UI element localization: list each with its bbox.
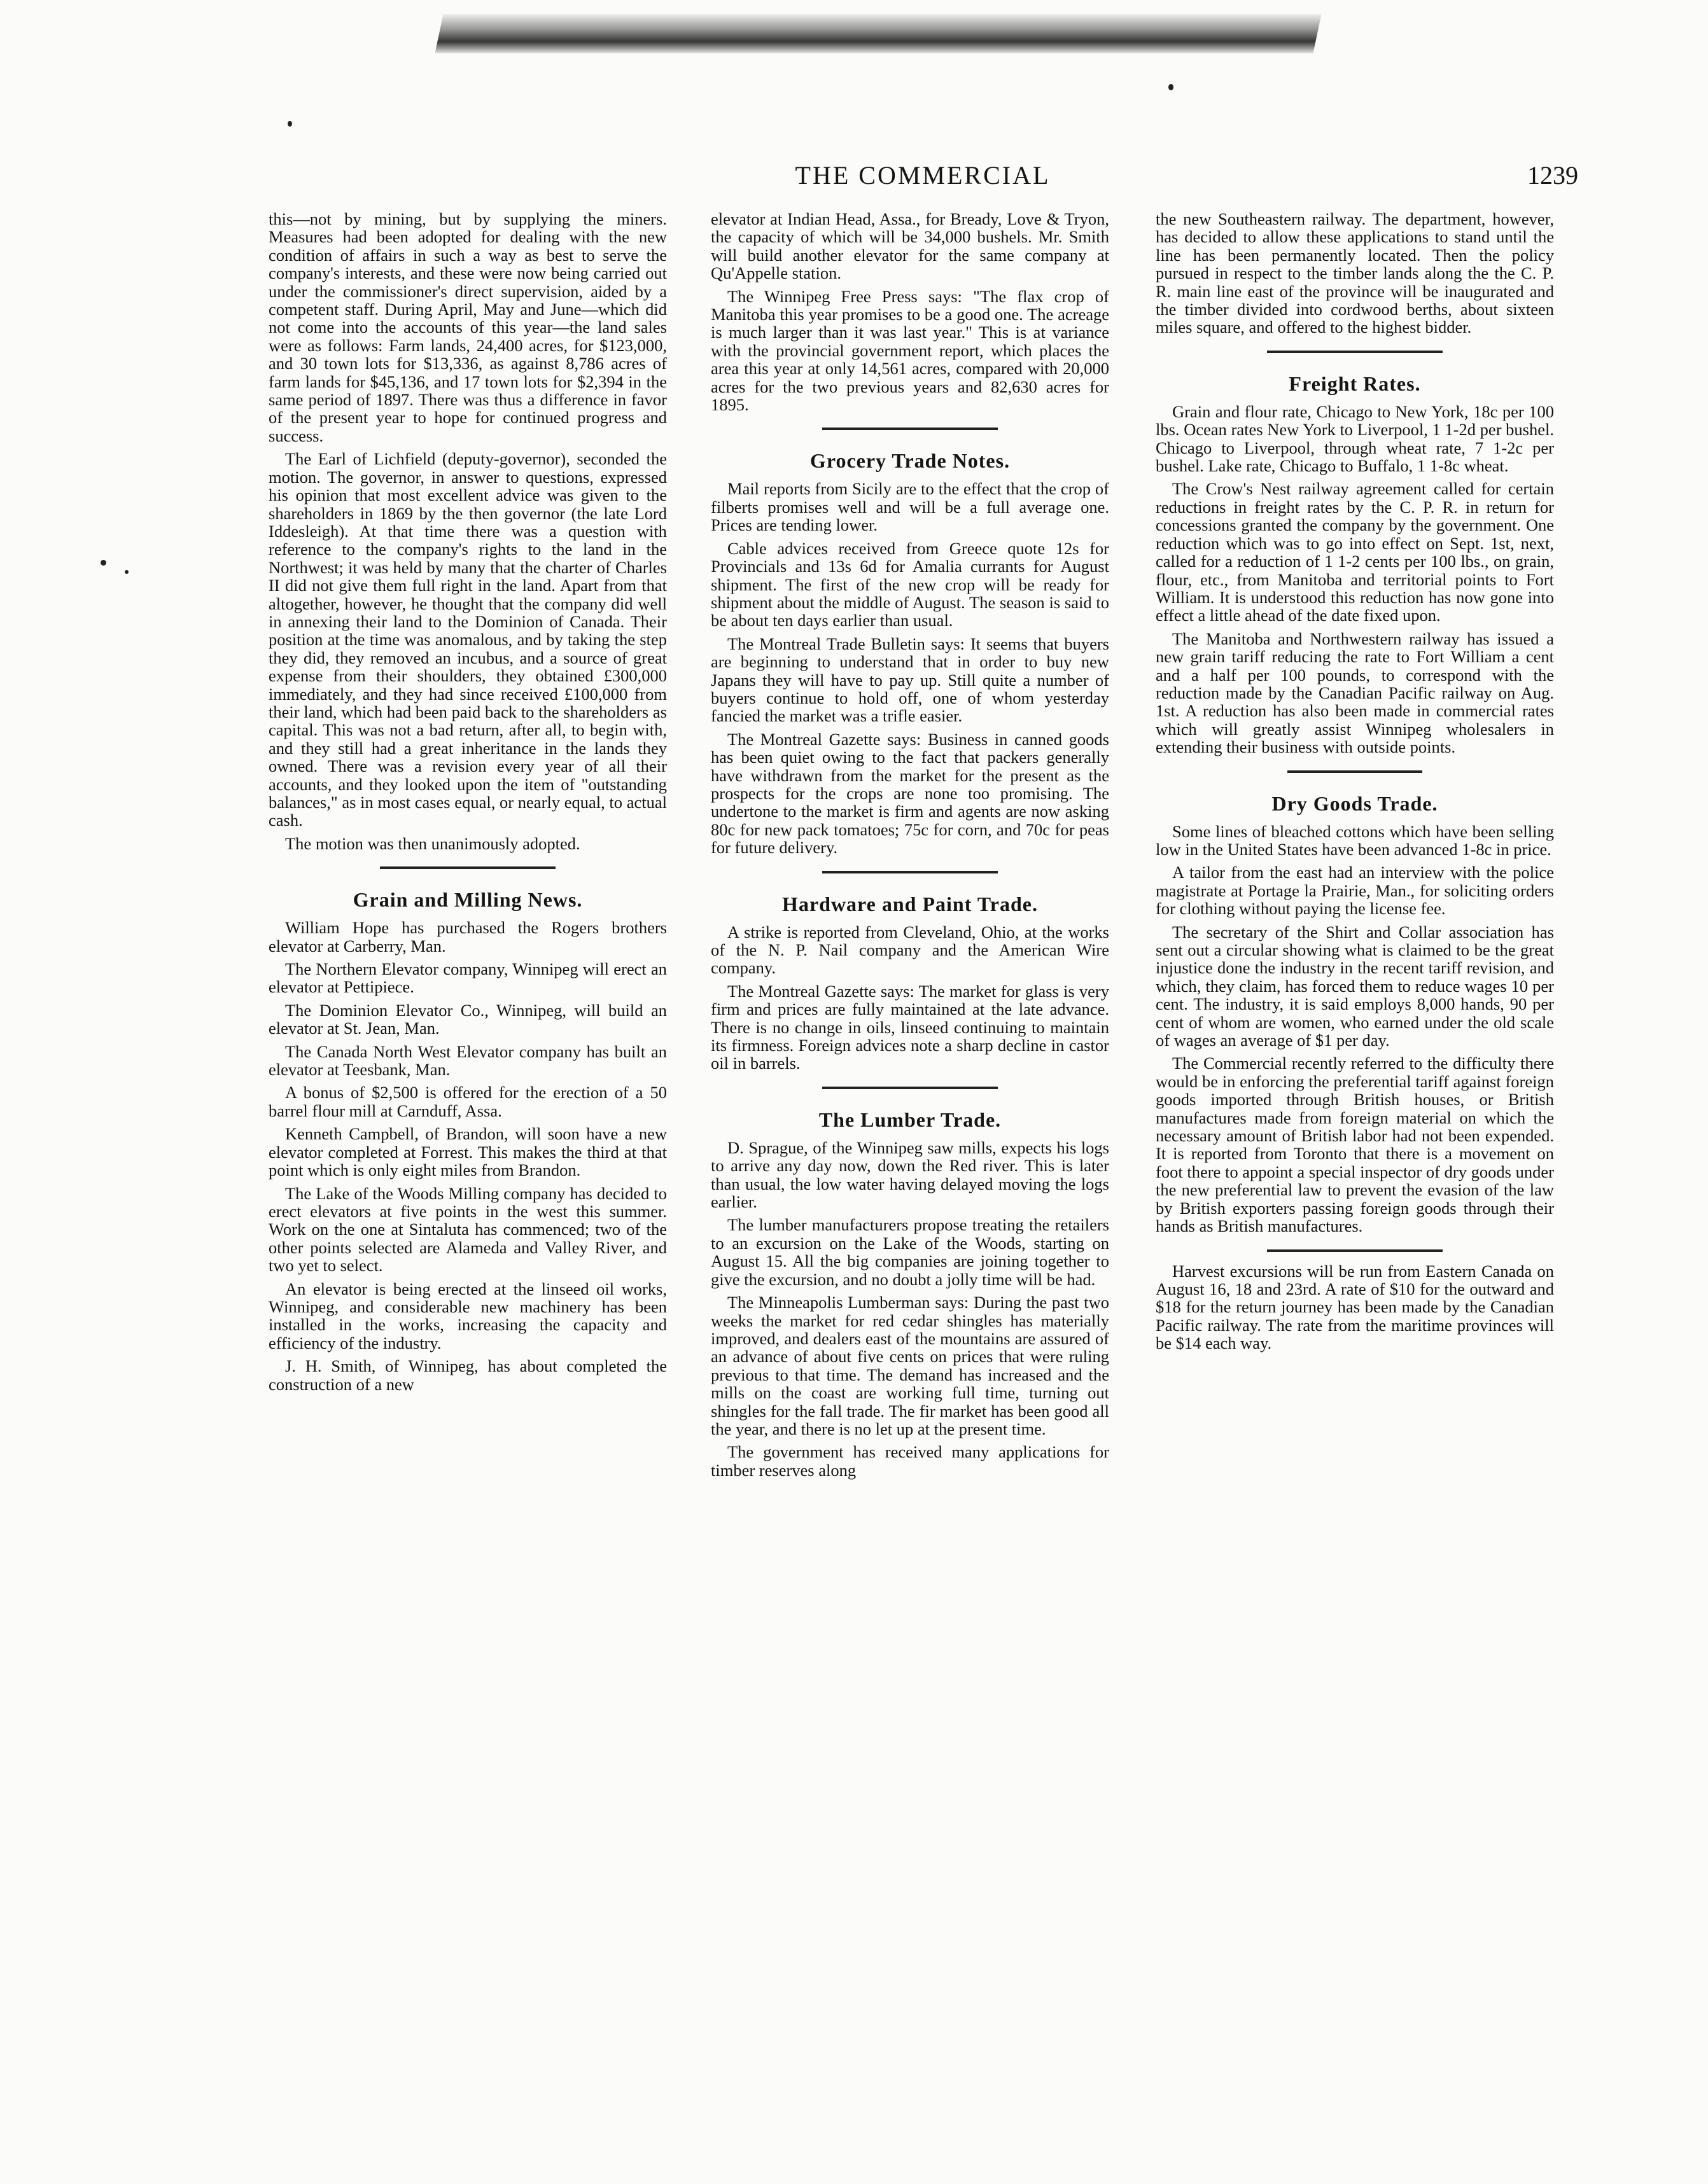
heading-dry-goods: Dry Goods Trade. [1271,791,1438,815]
running-head: THE COMMERCIAL [795,161,1051,190]
paragraph: A strike is reported from Cleveland, Ohio, at the works of the N. P. Nail company and the American Wire company. [711,922,1109,978]
paragraph: J. H. Smith, of Winnipeg, has about completed the construction of a new [269,1356,667,1394]
paragraph: The Dominion Elevator Co., Winnipeg, will build an elevator at St. Jean, Man. [269,1000,667,1038]
heading-lumber-trade: The Lumber Trade. [818,1108,1002,1131]
section-divider [380,866,555,869]
heading-grocery-trade: Grocery Trade Notes. [809,449,1011,473]
section-divider [822,428,997,430]
column-1 [269,210,667,2146]
paragraph: A tailor from the east had an interview with the police magistrate at Portage la Prairie, Man., for soliciting orders for clothing without paying the license fee. [1156,863,1554,919]
paragraph: The government has received many applications for timber reserves along [711,1442,1109,1480]
section-divider [1267,1249,1442,1252]
scan-speck [288,121,292,127]
paragraph: The Minneapolis Lumberman says: During the past two weeks the market for red cedar shingles has materially improved, and dealers east of the mountains are assured of an advance of about five cents on prices that were ruling previous to that time. The demand has increased and the mills on the coast are working full time, turning out shingles for the fall trade. The fir market has been good all the year, and there is no let up at the present time. [711,1293,1109,1438]
paragraph: The Winnipeg Free Press says: "The flax crop of Manitoba this year promises to be a good one. The acreage is much larger than it was last year." This is at variance with the provincial government report, which places the area this year at only 14,561 acres, compared with 20,000 acres for the two previous years and 82,630 acres for 1895. [711,286,1109,415]
paragraph: elevator at Indian Head, Assa., for Bready, Love & Tryon, the capacity of which will be 34,000 bushels. Mr. Smith will build another elevator for the same company at Qu'Appelle station. [711,210,1109,283]
paragraph: The Northern Elevator company, Winnipeg will erect an elevator at Pettipiece. [269,959,667,997]
section-divider [1287,770,1423,773]
scan-speck [1168,84,1173,90]
section-divider [822,871,997,873]
paragraph: Grain and flour rate, Chicago to New York, 18c per 100 lbs. Ocean rates New York to Liverpool, 1 1-2d per bushel. Chicago to Liverpool, through wheat rate, 7 1-2c per bushel. Lake rate, Chicago to Buffalo, 1 1-8c wheat. [1156,401,1554,476]
heading-freight-rates: Freight Rates. [1289,372,1421,395]
paragraph: Some lines of bleached cottons which have been selling low in the United States have been advanced 1-8c in price. [1156,821,1554,859]
paragraph: Cable advices received from Greece quote 12s for Provincials and 13s 6d for Amalia currants for August shipment. The first of the new crop will be ready for shipment about the middle of August. The season is said to be about ten days earlier than usual. [711,538,1109,630]
paragraph: William Hope has purchased the Rogers brothers elevator at Carberry, Man. [269,918,667,956]
paragraph: The secretary of the Shirt and Collar association has sent out a circular showing what is claimed to be the great injustice done the industry in the recent tariff revision, and which, they claim, has forced them to reduce wages 10 per cent. The industry, it is said employs 8,000 hands, 90 per cent of whom are women, who earned under the old scale of wages an average of $1 per day. [1156,922,1554,1050]
section-divider [822,1087,997,1089]
paragraph: The lumber manufacturers propose treating the retailers to an excursion on the Lake of the Woods, starting on August 15. All the big companies are joining together to give the excursion, and no doubt a jolly time will be had. [711,1215,1109,1289]
paragraph: The Commercial recently referred to the difficulty there would be in enforcing the preferential tariff against foreign goods imported through British houses, or British manufactures made from foreign material on which the necessary amount of British labor had not been expended. It is reported from Toronto that there is a movement on foot there to appoint a special inspector of dry goods under the new preferential law to prevent the evasion of the law by British exporters passing foreign goods through their hands as British manufactures. [1156,1054,1554,1236]
paragraph: The Earl of Lichfield (deputy-governor), seconded the motion. The governor, in answer to questions, expressed his opinion that most excellent advice was given to the shareholders in 1869 by the then governor (the late Lord Iddesleigh). At that time there was a question with reference to the company's rights to the land in the Northwest; it was held by many that the charter of Charles II did not give them full right in the land. Apart from that altogether, however, he thought that the company did well in annexing their land to the Dominion of Canada. Their position at the time was anomalous, and by taking the step they did, they removed an incubus, and a source of great expense from their shoulders, they obtained £300,000 immediately, and they had since received £100,000 from their land, which had been paid back to the shareholders as capital. This was not a bad return, after all, to begin with, and they still had a great inheritance in the lands they owned. There was a revision every year of all their accounts, and they looked upon the item of "outstanding balances," as in most cases equal, or nearly equal, to actual cash. [269,449,667,830]
scan-speck [101,560,106,566]
page-header [267,160,1578,205]
paragraph: An elevator is being erected at the linseed oil works, Winnipeg, and considerable new machinery has been installed in the works, increasing the capacity and efficiency of the industry. [269,1279,667,1353]
paragraph: Kenneth Campbell, of Brandon, will soon have a new elevator completed at Forrest. This makes the third at that point which is only eight miles from Brandon. [269,1124,667,1180]
scan-edge-artifact [435,14,1321,53]
section-divider [1267,351,1442,353]
column-2 [711,210,1109,2146]
paragraph: The Montreal Gazette says: Business in canned goods has been quiet owing to the fact that packers generally have withdrawn from the market for the present as the prospects for the crops are none too promising. The undertone to the market is firm and agents are now asking 80c for new pack tomatoes; 75c for corn, and 70c for peas for future delivery. [711,729,1109,858]
scan-speck [125,570,129,574]
paragraph: A bonus of $2,500 is offered for the erection of a 50 barrel flour mill at Carnduff, Assa. [269,1083,667,1120]
paragraph: The motion was then unanimously adopted. [285,833,580,853]
paragraph: The Manitoba and Northwestern railway has issued a new grain tariff reducing the rate to Fort William a cent and a half per 100 pounds, to correspond with the reduction made by the Canadian Pacific railway on Aug. 1st. A reduction has also been made in commercial rates which will greatly assist Winnipeg wholesalers in extending their business with outside points. [1156,629,1554,757]
column-3 [1156,210,1554,2146]
heading-grain-milling: Grain and Milling News. [353,888,583,912]
paragraph: The Lake of the Woods Milling company has decided to erect elevators at five points in the west this summer. Work on the one at Sintaluta has commenced; two of the other points selected are Alameda and Valley River, and two yet to select. [269,1183,667,1276]
paragraph: The Crow's Nest railway agreement called for certain reductions in freight rates by the C. P. R. in return for concessions granted the company by the government. One reduction which was to go into effect on Sept. 1st, next, called for a reduction of 1 1-2 cents per 100 lbs., on grain, flour, etc., from Manitoba and territorial points to Fort William. It is understood this reduction has now gone into effect a little ahead of the date fixed upon. [1156,479,1554,625]
paragraph: D. Sprague, of the Winnipeg saw mills, expects his logs to arrive any day now, down the Red river. This is later than usual, the low water having delayed moving the logs earlier. [711,1137,1109,1212]
heading-hardware-paint: Hardware and Paint Trade. [782,892,1038,915]
paragraph: The Canada North West Elevator company has built an elevator at Teesbank, Man. [269,1041,667,1080]
paragraph: the new Southeastern railway. The department, however, has decided to allow these applications to stand until the line has been permanently located. Then the policy pursued in respect to the timber lands along the the C. P. R. main line east of the province will be inaugurated and the timber divided into cordwood berths, about sixteen miles square, and offered to the highest bidder. [1156,210,1554,337]
paragraph: this—not by mining, but by supplying the miners. Measures had been adopted for dealing with the new condition of affairs in such a way as best to serve the company's interests, and these were now being carried out under the commissioner's direct supervision, aided by a competent staff. During April, May and June—which did not come into the accounts of this year—the land sales were as follows: Farm lands, 24,400 acres, for $123,000, and 30 town lots for $13,336, as against 8,786 acres of farm lands for $45,136, and 17 town lots for $2,394 in the same period of 1897. There was thus a difference in favor of the present year to hope for continued progress and success. [269,210,667,445]
page-number: 1239 [1527,161,1578,190]
paragraph: The Montreal Trade Bulletin says: It seems that buyers are beginning to understand that in order to buy new Japans they will have to pay up. Still quite a number of buyers continue to hold off, one of whom yesterday fancied the market was a trifle easier. [711,634,1109,726]
paragraph: Mail reports from Sicily are to the effect that the crop of filberts promises well and will be a full average one. Prices are tending lower. [711,479,1109,535]
paragraph: The Montreal Gazette says: The market for glass is very firm and prices are fully maintained at the late advance. There is no change in oils, linseed continuing to maintain its firmness. Foreign advices note a sharp decline in castor oil in barrels. [711,981,1109,1073]
paragraph: Harvest excursions will be run from Eastern Canada on August 16, 18 and 23rd. A rate of $10 for the outward and $18 for the return journey has been made by the Canadian Pacific railway. The rate from the maritime provinces will be $14 each way. [1156,1261,1554,1353]
